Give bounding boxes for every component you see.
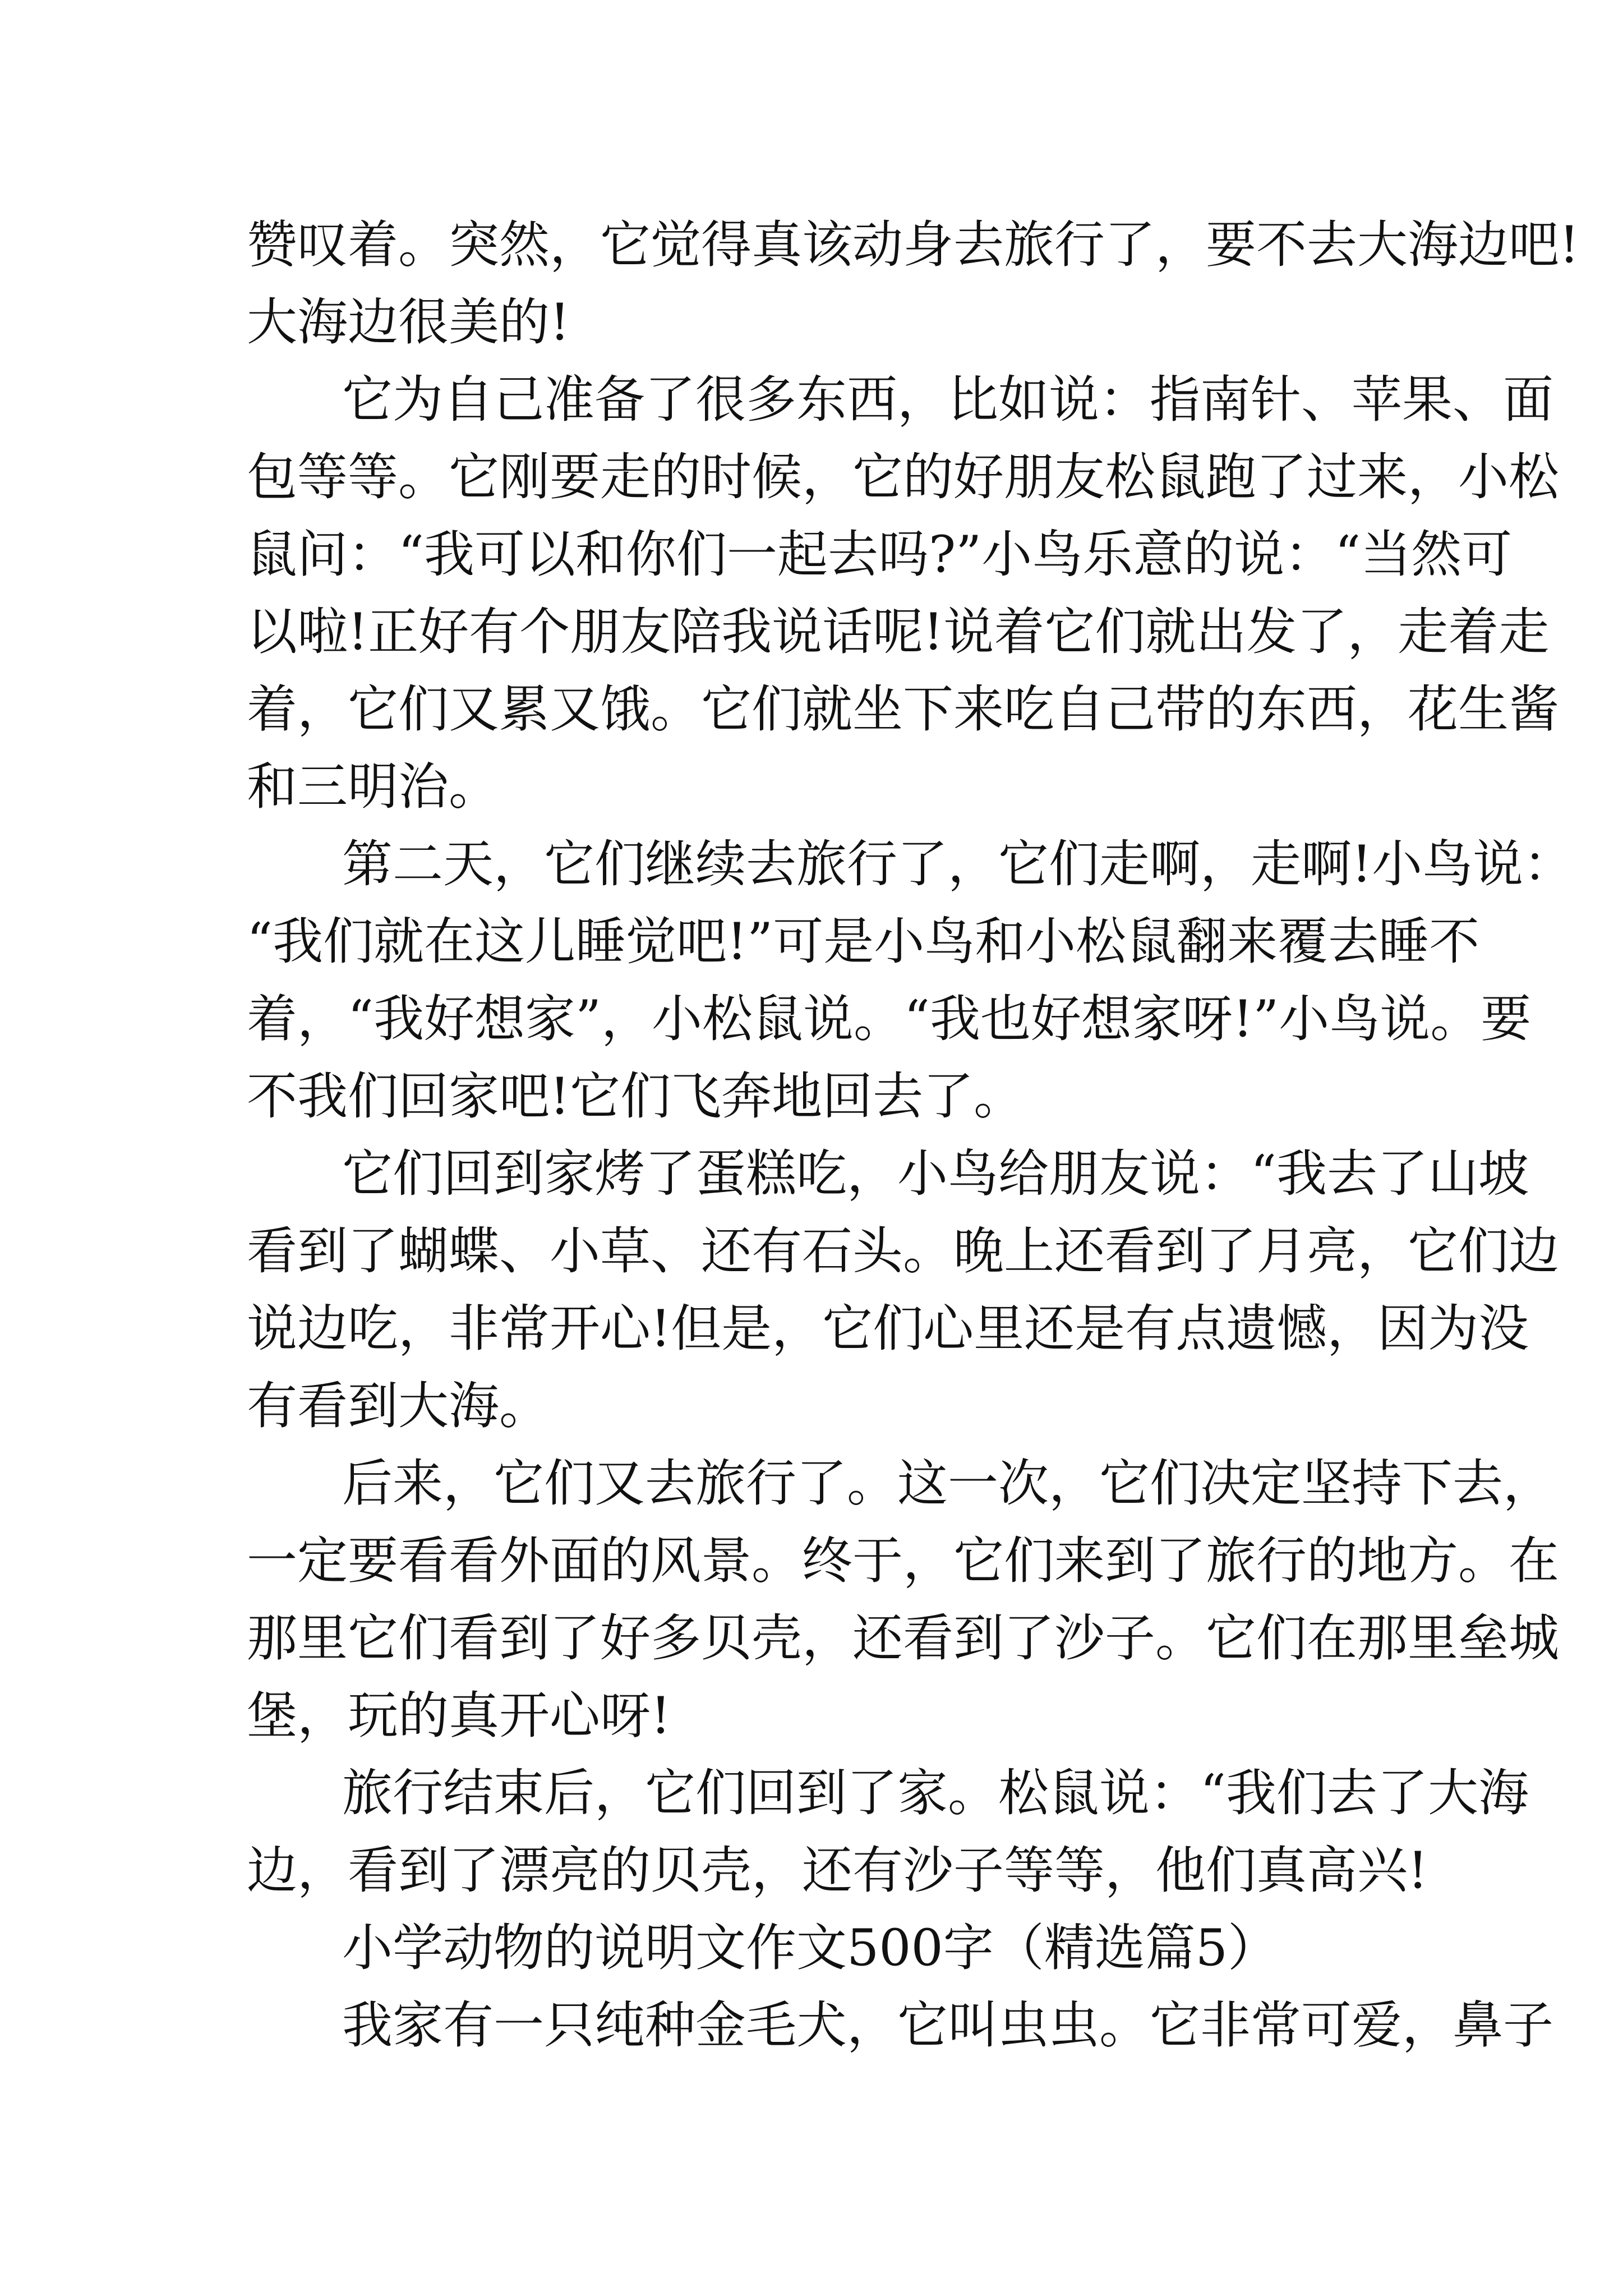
paragraph-line: 边，看到了漂亮的贝壳，还有沙子等等，他们真高兴! [247, 1841, 1428, 1900]
paragraph-line: “我们就在这儿睡觉吧!”可是小鸟和小松鼠翻来覆去睡不 [247, 912, 1480, 971]
paragraph-line: 着，“我好想家”，小松鼠说。“我也好想家呀!”小鸟说。要 [247, 990, 1532, 1048]
paragraph-line: 第二天，它们继续去旅行了，它们走啊，走啊!小鸟说： [342, 835, 1574, 894]
paragraph-line: 不我们回家吧!它们飞奔地回去了。 [247, 1067, 1025, 1126]
paragraph-line: 那里它们看到了好多贝壳，还看到了沙子。它们在那里垒城 [247, 1609, 1559, 1668]
paragraph-line: 包等等。它刚要走的时候，它的好朋友松鼠跑了过来，小松 [247, 448, 1559, 507]
paragraph-line: 鼠问：“我可以和你们一起去吗?”小鸟乐意的说：“当然可 [247, 525, 1513, 584]
section-heading: 小学动物的说明文作文500字（精选篇5） [342, 1918, 1279, 1977]
paragraph-line: 看到了蝴蝶、小草、还有石头。晚上还看到了月亮，它们边 [247, 1222, 1559, 1281]
paragraph-line: 说边吃，非常开心!但是，它们心里还是有点遗憾，因为没 [247, 1299, 1529, 1358]
paragraph-line: 有看到大海。 [247, 1377, 550, 1435]
paragraph-line: 它们回到家烤了蛋糕吃，小鸟给朋友说：“我去了山坡 [342, 1144, 1529, 1203]
paragraph-line: 旅行结束后，它们回到了家。松鼠说：“我们去了大海 [342, 1764, 1529, 1823]
paragraph-line: 以啦!正好有个朋友陪我说话呢!说着它们就出发了，走着走 [247, 602, 1550, 661]
paragraph-line: 着，它们又累又饿。它们就坐下来吃自己带的东西，花生酱 [247, 680, 1559, 739]
paragraph-line: 堡，玩的真开心呀! [247, 1686, 671, 1745]
paragraph-line: 和三明治。 [247, 757, 499, 816]
paragraph-line: 它为自己准备了很多东西，比如说：指南针、苹果、面 [342, 370, 1553, 429]
paragraph-line: 后来，它们又去旅行了。这一次，它们决定坚持下去， [342, 1454, 1553, 1513]
paragraph-line: 我家有一只纯种金毛犬，它叫虫虫。它非常可爱，鼻子 [342, 1996, 1553, 2055]
paragraph-line: 一定要看看外面的风景。终于，它们来到了旅行的地方。在 [247, 1531, 1559, 1590]
paragraph-line: 赞叹着。突然，它觉得真该动身去旅行了，要不去大海边吧! [247, 215, 1580, 274]
paragraph-line: 大海边很美的! [247, 293, 570, 352]
